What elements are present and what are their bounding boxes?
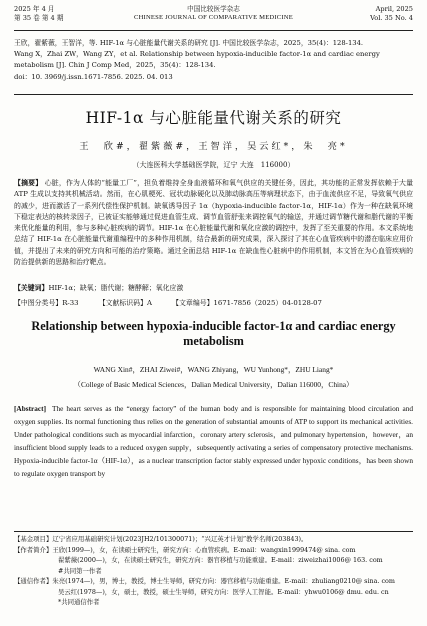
citation-cn: 王欣，翟紫薇，王智洋，等. HIF-1α 与心脏能量代谢关系的研究 [J]. 中国比较医学杂志，2025，35(4)：128-134. [14, 39, 364, 47]
document-code: 【文献标识码】A [98, 299, 152, 307]
article-title-cn: HIF-1α 与心脏能量代谢关系的研究 [85, 109, 342, 127]
header-journal-en: CHINESE JOURNAL OF COMPARATIVE MEDICINE [134, 14, 293, 21]
corresponding-author-1: 【通信作者】朱亮(1974—)，男，博士，教授，博士生导师，研究方向：器官移植与功能重建。E-mail：zhuliang0210@ sina. com [14, 577, 395, 585]
abstract-en [14, 402, 413, 481]
citation-block [14, 38, 413, 83]
citation-en: Wang X，Zhai ZW，Wang ZY，et al. Relationship between hypoxia-inducible factor-1α and cardiac energy metabolism [J]. Chin J Comp Med，2025，35(4)：128-134. [14, 50, 380, 70]
affiliation-cn: （大连医科大学基础医学院，辽宁 大连 116000） [132, 161, 295, 169]
fund-note: 【基金项目】辽宁省应用基础研究计划(2023JH2/101300071)；“兴辽英才计划”教学名师(203843)。 [14, 535, 308, 543]
keywords-cn-text: HIF-1α；缺氧；脂代谢；糖酵解；氧化应激 [48, 284, 184, 292]
authors-cn: 王 欣#，翟紫薇#，王智洋，吴云红*，朱 亮* [79, 141, 348, 152]
classification-line [14, 297, 413, 307]
header-rule [14, 30, 413, 31]
article-title-en: Relationship between hypoxia-inducible factor-1α and cardiac energy metabolism [31, 319, 396, 348]
header-journal-cn: 中国比较医学杂志 [187, 5, 240, 13]
clc-number: 【中图分类号】R-33 [14, 299, 79, 307]
citation-rule [14, 94, 413, 95]
article-number: 【文章编号】1671-7856（2025）04-0128-07 [172, 299, 322, 307]
co-corresponding-note: *共同通信作者 [58, 598, 100, 606]
authors-en: WANG Xin#，ZHAI Ziwei#，WANG Zhiyang，WU Yunhong*，ZHU Liang* [93, 365, 334, 374]
abstract-en-text: The heart serves as the “energy factory” of the human body and is responsible for maintaining blood circulation and oxygen supplies. Its normal functioning thus relies on the generation of substantial amounts of ATP to support its mechanical activities. Under pathological conditions such as myocardial infarction，coronary artery sclerosis，and pulmonary hypertension，however，an insufficient blood supply leads to a reduced oxygen supply，subsequently activating a series of compensatory protective mechanisms. Hypoxia-inducible factor-1α（HIF-1α），as a nuclear transcription factor stably expressed under hypoxic conditions，has been shown to regulate oxygen transport by [14, 404, 413, 479]
corresponding-author-2: 吴云红(1978—)，女，硕士，教授，硕士生导师，研究方向：医学人工智能。E-mail：yhwu0106@ dmu. edu. cn [58, 587, 389, 596]
header-date-cn: 2025 年 4 月 [14, 5, 55, 13]
abstract-en-label: [Abstract] [14, 404, 47, 413]
abstract-cn [14, 178, 413, 268]
footnote-rule [14, 531, 413, 532]
abstract-cn-label: 【摘要】 [14, 179, 43, 187]
affiliation-en: （College of Basic Medical Sciences，Dalian Medical University，Dalian 116000，China） [73, 380, 354, 389]
running-header [14, 5, 413, 27]
header-volume-cn: 第 35 卷 第 4 期 [14, 14, 64, 22]
citation-doi[interactable]: doi：10. 3969/j.issn.1671-7856. 2025. 04. 013 [14, 72, 173, 81]
author-intro-1: 【作者简介】王欣(1999—)，女，在读硕士研究生，研究方向：心血管疾病。E-mail：wangxin1999474@ sina. com [14, 545, 356, 554]
footnotes [14, 534, 413, 608]
equal-contribution-note: #共同第一作者 [58, 566, 102, 575]
header-date-en: April, 2025 [375, 5, 413, 13]
author-intro-2: 翟紫薇(2000—)，女，在读硕士研究生，研究方向：器官移植与功能重建。E-mail：ziweizhai1006@ 163. com [58, 556, 383, 564]
keywords-cn-label: 【关键词】 [14, 284, 49, 292]
keywords-cn [14, 283, 413, 294]
abstract-cn-text: 心脏，作为人体的“能量工厂”，担负着维持全身血液循环和氧气供应的关键任务，因此，其功能的正常发挥依赖于大量 ATP 生成以支持其机械活动。然而，在心肌梗死、冠状动脉硬化以及肺动脉高压等病理状态下，由于血流供应不足，导致氧气供应的减少，进而激活了一系列代偿性保护机制。缺氧诱导因子 1α（hypoxia-inducible factor-1α，HIF-1α）作为一种在缺氧环境下稳定表达的核转录因子，已被证实能够通过促进血管生成、调节血管舒张来调控氧气的输送，并通过调节糖代谢和脂代谢的平衡来优化能量的利用，参与多种心脏疾病的调节。HIF-1α 在心脏能量代谢和氧化应激的调控中，发挥了至关重要的作用。本文系统地总结了 HIF-1α 在心脏能量代谢重编程中的多种作用机制，结合最新的研究成果，深入探讨了其在心血管疾病中的潜在临床应用价值，并提出了未来的研究方向和可能的治疗策略。通过全面总结 HIF-1α 在缺血性心脏病中的作用机制，本文旨在为心血管疾病的防治提供新的思路和治疗靶点。 [14, 179, 414, 267]
header-volume-en: Vol. 35 No. 4 [370, 14, 413, 22]
